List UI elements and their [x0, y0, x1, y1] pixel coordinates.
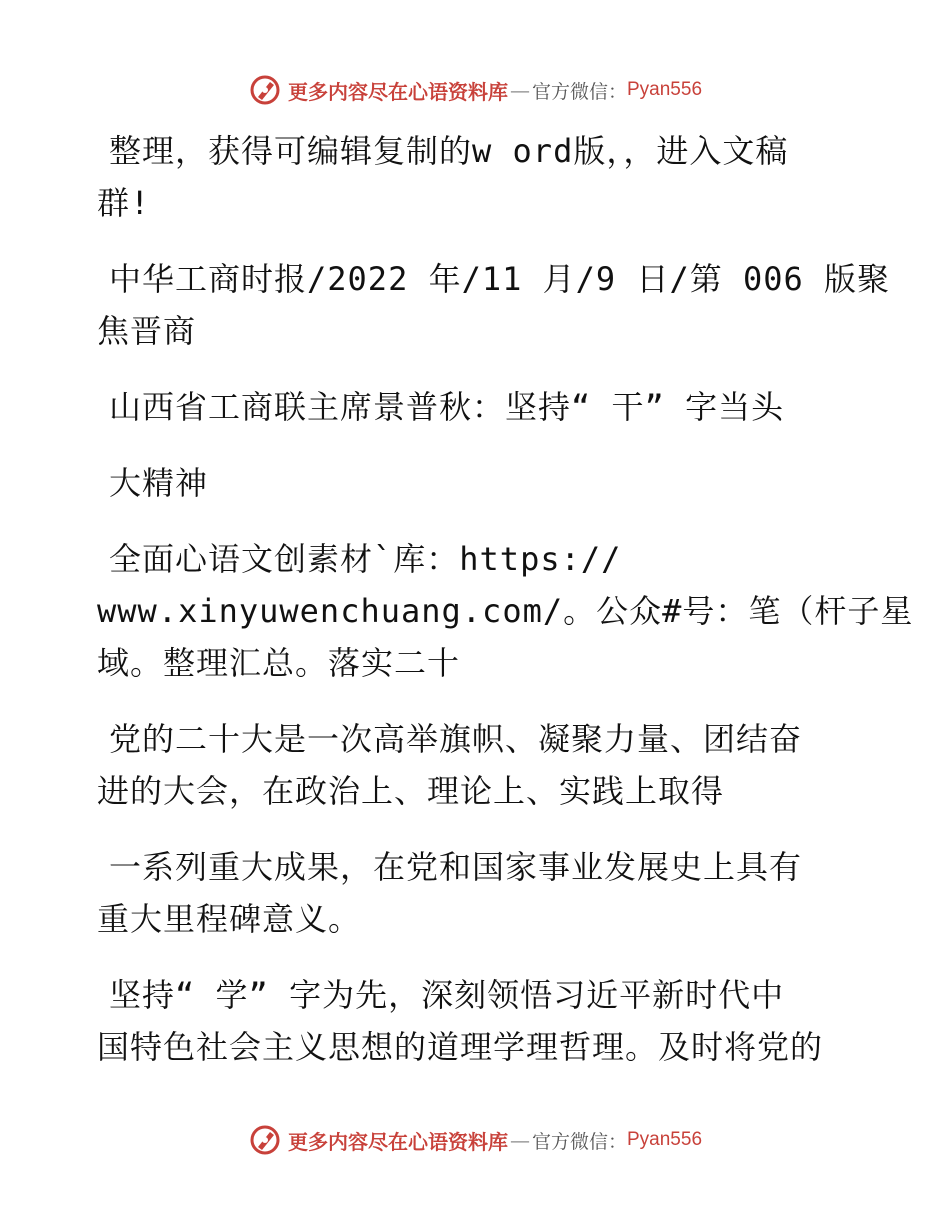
paragraph — [97, 713, 867, 817]
text-line: 大精神 — [109, 464, 209, 502]
paragraph — [97, 125, 867, 229]
text-line: 焦晋商 — [97, 312, 197, 350]
text-line: 坚持“ 学” 字为先，深刻领悟习近平新时代中 — [109, 976, 785, 1014]
pen-circle-logo-icon — [248, 73, 282, 107]
text-line: 中华工商时报/2022 年/11 月/9 日/第 006 版聚 — [109, 260, 891, 298]
wechat-id: Pyan556 — [627, 1129, 703, 1150]
wechat-label: 官方微信： — [531, 1130, 627, 1153]
text-line: 进的大会，在政治上、理论上、实践上取得 — [97, 772, 725, 810]
paragraph — [97, 253, 891, 357]
pen-circle-logo-icon — [248, 1123, 282, 1157]
text-line: 一系列重大成果，在党和国家事业发展史上具有 — [109, 848, 803, 886]
text-line: 山西省工商联主席景普秋：坚持“ 干” 字当头 — [109, 388, 785, 426]
text-line: www.xinyuwenchuang.com/。公众#号：笔（杆子星 — [97, 592, 914, 630]
text-line: 党的二十大是一次高举旗帜、凝聚力量、团结奋 — [109, 720, 803, 758]
wechat-id: Pyan556 — [627, 79, 703, 100]
paragraph — [97, 841, 867, 945]
banner-separator: — — [509, 1128, 530, 1152]
banner-separator: — — [509, 78, 530, 102]
text-line: 重大里程碑意义。 — [97, 900, 362, 938]
text-line: 域。整理汇总。落实二十 — [97, 644, 461, 682]
paragraph — [97, 969, 867, 1073]
footer-banner — [0, 1120, 950, 1160]
paragraph — [97, 457, 867, 509]
text-line: 群! — [97, 184, 151, 222]
paragraph — [97, 381, 867, 433]
document-body — [97, 125, 914, 1097]
text-line: 整理，获得可编辑复制的w ord版，，进入文稿 — [109, 132, 789, 170]
text-line: 国特色社会主义思想的道理学理哲理。及时将党的 — [97, 1028, 824, 1066]
banner-text: 更多内容尽在心语资料库 — [287, 1129, 508, 1154]
paragraph — [97, 533, 914, 689]
text-line: 全面心语文创素材`库：https:// — [109, 540, 622, 578]
header-banner — [0, 70, 950, 110]
wechat-label: 官方微信： — [531, 80, 627, 103]
banner-text: 更多内容尽在心语资料库 — [287, 79, 508, 104]
